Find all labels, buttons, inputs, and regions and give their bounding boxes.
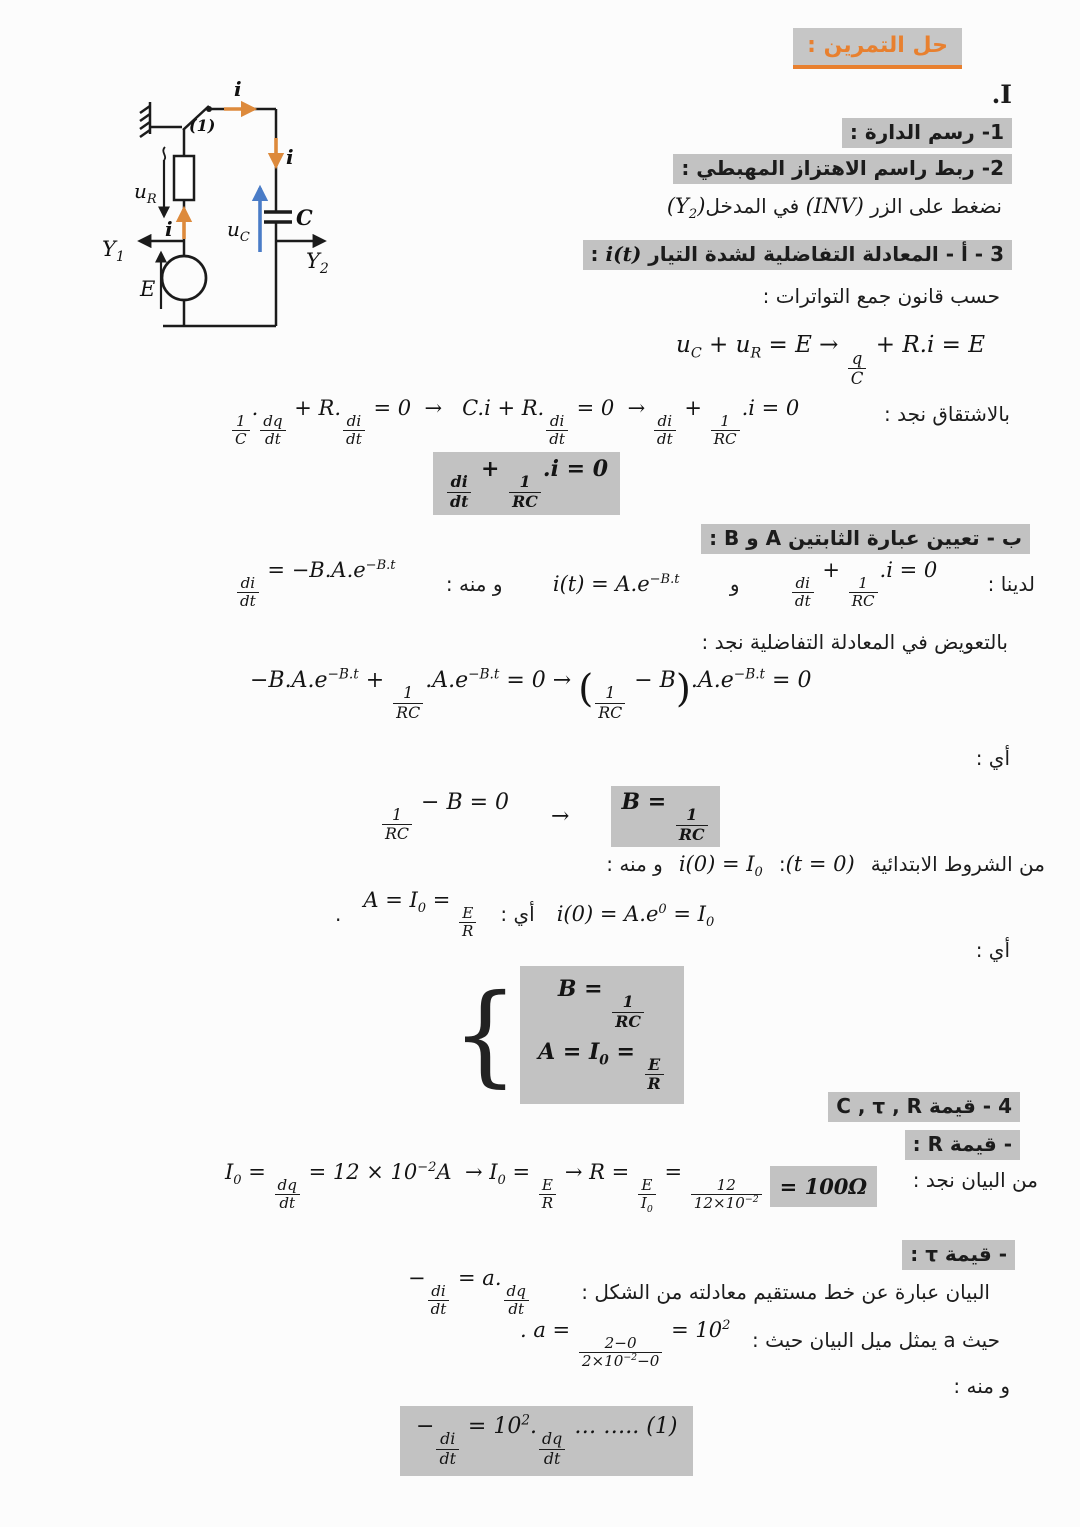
shape-label: البيان عبارة عن خط مستقيم معادلته من الشكل :: [581, 1280, 990, 1304]
current-label-right: i: [286, 145, 294, 169]
r-result: = 100Ω: [770, 1166, 877, 1207]
switch-position-label: (1): [189, 116, 216, 135]
circuit-diagram: [88, 76, 408, 368]
generator: [162, 256, 206, 300]
subst-label: بالتعويض في المعادلة التفاضلية نجد :: [701, 630, 1008, 654]
r-value-heading: - قيمة R :: [905, 1130, 1020, 1160]
graph-label: من البيان نجد :: [912, 1168, 1038, 1192]
final-equation: − $\frac{di}{dt}$ = $10^2$. $\frac{dq}{dt}$ … ….. (1): [400, 1406, 693, 1476]
system-a-eq: $A = I_0$ = $\frac{E}{R}$: [538, 1039, 666, 1094]
system-brace: {: [452, 969, 519, 1099]
b-eq-left: $\frac{1}{RC}$ − B = 0: [380, 790, 509, 844]
tau-value-heading: - قيمة τ :: [902, 1240, 1015, 1270]
slope-label: حيث a يمثل ميل البيان حيث :: [752, 1328, 1000, 1352]
slope-equation: . a = $\frac{2-0}{2\times 10^{-2}-0}$ = $10^2$: [520, 1318, 731, 1371]
hence-final: و منه :: [953, 1374, 1010, 1398]
initial-conditions-line: [606, 852, 1045, 881]
hence-word: و منه :: [445, 572, 503, 597]
shape-equation: − $\frac{di}{dt}$ = a. $\frac{dq}{dt}$: [408, 1266, 531, 1319]
step-3-heading: [583, 240, 1012, 270]
that-is-2: أي :: [975, 938, 1010, 962]
inv-line: [666, 194, 1002, 223]
y2-label: $Y_2$: [306, 249, 329, 277]
hence-word-2: و منه :: [606, 852, 663, 876]
trailing-period: .: [335, 902, 342, 927]
inv-button-label: (INV): [805, 194, 864, 218]
that-is-inline: أي :: [500, 902, 535, 927]
b-result-line: [380, 786, 720, 847]
init-i0: $i(0) = I_0$: [678, 852, 763, 881]
system-box: [520, 966, 684, 1104]
ur-squiggle: [163, 147, 165, 160]
derivative-eq: $\frac{di}{dt}$ = $-B.A.e^{-B.t}$: [235, 558, 396, 611]
a-result-line: [335, 888, 714, 941]
given-line: [235, 558, 1035, 611]
step-3-prefix: 3 - أ - المعادلة التفاضلية لشدة التيار: [641, 242, 1004, 266]
uc-label: $u_C$: [227, 217, 250, 245]
solution-form: $i(t) = A.e^{-B.t}$: [552, 572, 680, 597]
inv-text-middle: في المدخل: [705, 194, 806, 218]
and-word: و: [729, 572, 740, 597]
kirchhoff-equation: $u_C + u_R = E$ → $\frac{q}{C}$ + R.i = E: [676, 332, 985, 388]
exp-eq: $i(0) = A.e^0 = I_0$: [556, 902, 715, 931]
inv-text-prefix: نضغط على الزر: [863, 194, 1002, 218]
switch-pivot: [206, 106, 212, 112]
current-label-top: i: [234, 77, 242, 101]
init-label: من الشروط الابتدائية: [870, 852, 1045, 876]
part-4-heading: 4 - قيمة C , τ , R: [828, 1092, 1020, 1122]
r-calculation-line: [225, 1160, 877, 1216]
init-colon: :: [778, 852, 786, 876]
ode-boxed-equation: $\frac{di}{dt}$ + $\frac{1}{RC}$ .i = 0: [433, 452, 620, 515]
a-result: $A = I_0$ = $\frac{E}{R}$: [363, 888, 478, 941]
that-is-1: أي :: [975, 746, 1010, 770]
b-result: B = $\frac{1}{RC}$: [611, 786, 719, 847]
ur-label: $u_R$: [134, 179, 157, 207]
current-label-left: i: [165, 217, 173, 241]
given-label: لدينا :: [987, 572, 1035, 597]
kirchhoff-intro: حسب قانون جمع التواترات :: [762, 284, 1000, 308]
emf-label: E: [140, 277, 156, 301]
part-b-heading: ب - تعيين عبارة الثابتين A و B :: [701, 524, 1030, 554]
capacitor-label: C: [296, 205, 313, 230]
constants-system: [452, 966, 684, 1104]
step-3-it: i(t): [605, 242, 642, 266]
r-calculation: $I_0$ = $\frac{dq}{dt}$ = $12 \times 10^{-2}A \to I_0$ = $\frac{E}{R}$ → R = $\frac{E}{I_0}$ = $\frac{12}{12\times 10^{-2}}$: [225, 1160, 764, 1213]
step-1-heading: 1- رسم الدارة :: [842, 118, 1012, 148]
system-b-eq: B = $\frac{1}{RC}$: [558, 976, 646, 1031]
page-title: حل التمرين :: [793, 28, 962, 69]
given-ode: $\frac{di}{dt}$ + $\frac{1}{RC}$ .i = 0: [790, 558, 937, 611]
init-t0-group: [779, 852, 855, 876]
derive-equation: $\frac{1}{C}$ . $\frac{dq}{dt}$ + R. $\frac{di}{dt}$ = 0 → C.i + R. $\frac{di}{dt}$ = 0 → $\frac{di}{dt}$ + $\frac{1}{RC}$ .i = 0: [230, 396, 799, 449]
derive-label: بالاشتقاق نجد :: [883, 402, 1010, 426]
section-numeral: I.: [991, 80, 1012, 109]
init-t0: (t = 0): [785, 852, 855, 876]
y2-input-label: $(Y_2)$: [666, 194, 706, 223]
capacitor: [264, 212, 292, 222]
y1-label: $Y_1$: [102, 237, 125, 265]
step-2-heading: 2- ربط راسم الاهتزاز المهبطي :: [673, 154, 1012, 184]
subst-equation: $-B.A.e^{-B.t}$ + $\frac{1}{RC}$ $.A.e^{-B.t} = 0$ → ( $\frac{1}{RC}$ − $B).A.e^{-B.t} = 0$: [250, 666, 812, 722]
step-3-suffix: :: [590, 242, 606, 266]
arrow-1: →: [551, 803, 570, 829]
resistor: [174, 156, 194, 200]
